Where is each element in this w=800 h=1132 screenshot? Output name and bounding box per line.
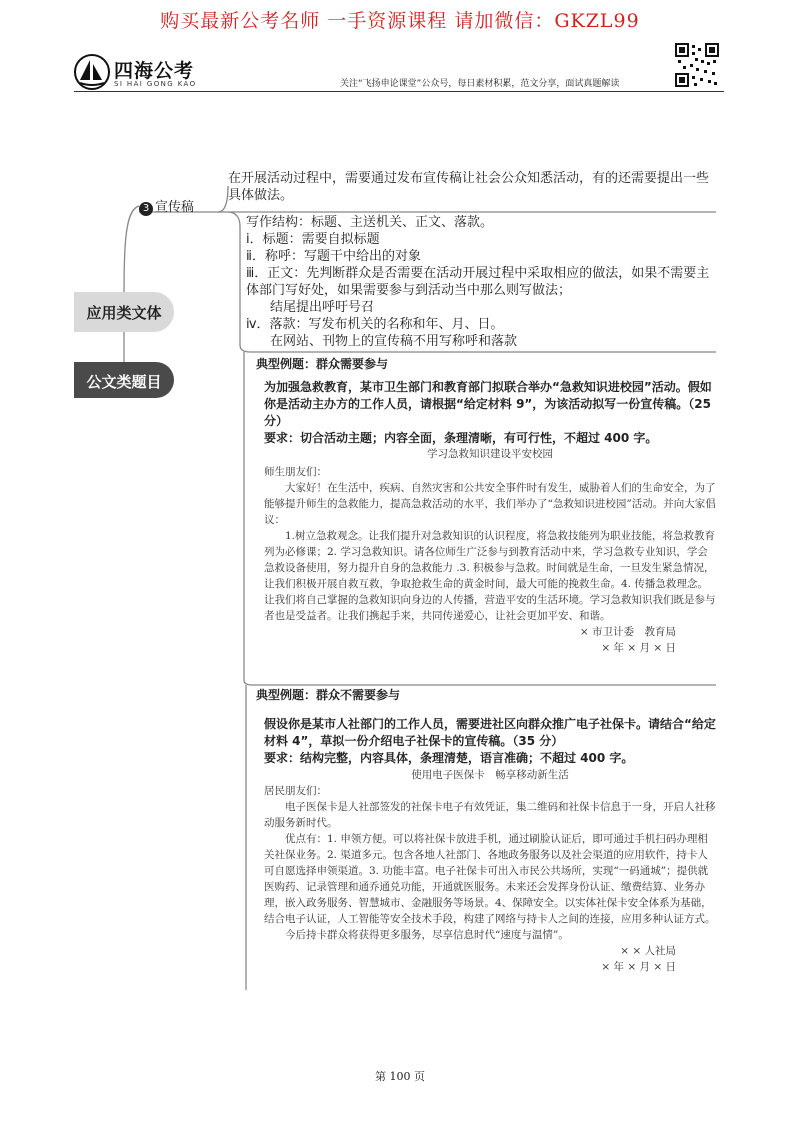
category-tab-label: 应用类文体: [86, 304, 162, 322]
essay-salutation: 居民朋友们：: [264, 785, 327, 797]
logo-name: 四海公考: [114, 60, 195, 82]
essay-signature-org: × 市卫计委 教育局: [579, 626, 676, 638]
structure-item: ⅳ．落款：写发布机关的名称和年、月、日。: [246, 317, 504, 332]
header-slogan: 关注“飞扬申论课堂”公众号，每日素材积累，范文分享，面试真题解读: [340, 79, 620, 89]
essay-1-title: 学习急救知识建设平安校园: [427, 448, 553, 460]
promo-banner: 购买最新公考名师 一手资源课程 请加微信：GKZL99: [160, 10, 640, 32]
essay-signature-date: × 年 × 月 × 日: [601, 961, 676, 973]
sailboat-logo-icon: [74, 54, 110, 90]
node-number-badge: 3: [139, 202, 153, 216]
qr-code-icon: [674, 42, 720, 88]
essay-paragraph: 电子医保卡是人社部签发的社保卡电子有效凭证，集二维码和社保卡信息于一身，开启人社移动服务新时代。: [264, 801, 716, 829]
essay-paragraph: 优点有：1. 申领方便。可以将社保卡放进手机，通过刷脸认证后，即可通过手机扫码办理相关社保业务。2. 渠道多元。包含各地人社部门、各地政务服务以及社会渠道的应用软件，持卡人可自愿选择申领渠道。3. 功能丰富。电子社保卡可出入市民公共场所，实现“一码通城”；提供就医购药、记录管理和通乔通兑功能，开通就医服务。未来还会发挥身份认证、缴费结算、业务办理，嵌入政务服务、智慧城市、金融服务等场景。4、保障安全。以实体社保卡安全体系为基础，结合电子认证，人工智能等安全技术手段，构建了网络与持卡人之间的连接，应用多种认证方式。: [264, 833, 716, 925]
node-label: 宣传稿: [155, 200, 195, 215]
essay-2-body: [264, 783, 716, 975]
category-tab-yingyong: [74, 292, 174, 332]
header-divider: [74, 91, 724, 92]
structure-item: ⅲ．正文：先判断群众是否需要在活动开展过程中采取相应的做法，如果不需要主体部门写好处，如果需要参与到活动当中那么则写做法；: [246, 266, 710, 298]
logo-pinyin: SI HAI GONG KAO: [114, 80, 197, 88]
task-prompt: 假设你是某市人社部门的工作人员，需要进社区向群众推广电子社保卡。请结合“给定材料 4”，草拟一份介绍电子社保卡的宣传稿。（35 分）: [264, 717, 716, 748]
example-2-task: [264, 716, 716, 767]
category-tab-label: 公文类题目: [86, 373, 162, 391]
example-1-task: [264, 379, 716, 447]
structure-item: ⅱ．称呼：写题干中给出的对象: [246, 249, 421, 264]
example-1-title: 典型例题：群众需要参与: [256, 357, 389, 371]
intro-text: 在开展活动过程中，需要通过发布宣传稿让社会公众知悉活动，有的还需要提出一些具体做法。: [228, 171, 710, 203]
brand-logo: [74, 54, 214, 90]
structure-item: 在网站、刊物上的宣传稿不用写称呼和落款: [270, 334, 518, 349]
task-requirements: 要求：结构完整，内容具体，条理清楚，语言准确；不超过 400 字。: [264, 751, 634, 765]
mindmap-node-xuanchuan: [139, 196, 194, 216]
essay-paragraph: 大家好！在生活中，疾病、自然灾害和公共安全事件时有发生，威胁着人们的生命安全，为了能够提升师生的急救能力，提高急救活动的水平，我们举办了“急救知识进校园”活动。并向大家倡议：: [264, 482, 716, 526]
essay-signature-date: × 年 × 月 × 日: [601, 642, 676, 654]
example-2-title: 典型例题：群众不需要参与: [256, 688, 401, 702]
structure-item: ⅰ．标题：需要自拟标题: [246, 232, 380, 247]
essay-signature-org: × × 人社局: [620, 945, 676, 957]
essay-paragraph: 今后持卡群众将获得更多服务，尽享信息时代“速度与温情”。: [285, 929, 569, 941]
task-requirements: 要求：切合活动主题；内容全面，条理清晰，有可行性，不超过 400 字。: [264, 431, 658, 445]
writing-structure: [246, 214, 716, 350]
task-prompt: 为加强急救教育，某市卫生部门和教育部门拟联合举办“急救知识进校园”活动。假如你是活动主办方的工作人员，请根据“给定材料 9”，为该活动拟写一份宣传稿。（25 分）: [264, 380, 712, 428]
essay-1-body: [264, 464, 716, 656]
essay-2-title: 使用电子医保卡 畅享移动新生活: [411, 769, 569, 781]
essay-salutation: 师生朋友们：: [264, 466, 327, 478]
page-number: 第 100 页: [375, 1070, 425, 1083]
essay-paragraph: 1.树立急救观念。让我们提升对急救知识的认识程度，将急救技能列为职业技能，将急救教育列为必修课；2. 学习急救知识。请各位师生广泛参与到教育活动中来，学习急救专业知识，学会急救设备使用，努力提升自身的急救能力 .3. 积极参与急救。时间就是生命，一旦发生紧急情况，让我们积极开展自救互救，争取抢救生命的黄金时间，最大可能的挽救生命。4. 传播急救理念。让我们将自己掌握的急救知识向身边的人传播，营造平安的生活环境。学习急救知识我们既是参与者也是受益者。让我们携起手来，共同传递爱心，让社会更加平安、和谐。: [264, 530, 716, 622]
category-tab-gongwen: [74, 362, 174, 398]
structure-heading: 写作结构：标题、主送机关、正文、落款。: [246, 215, 494, 230]
structure-item: 结尾提出呼吁号召: [270, 300, 375, 315]
